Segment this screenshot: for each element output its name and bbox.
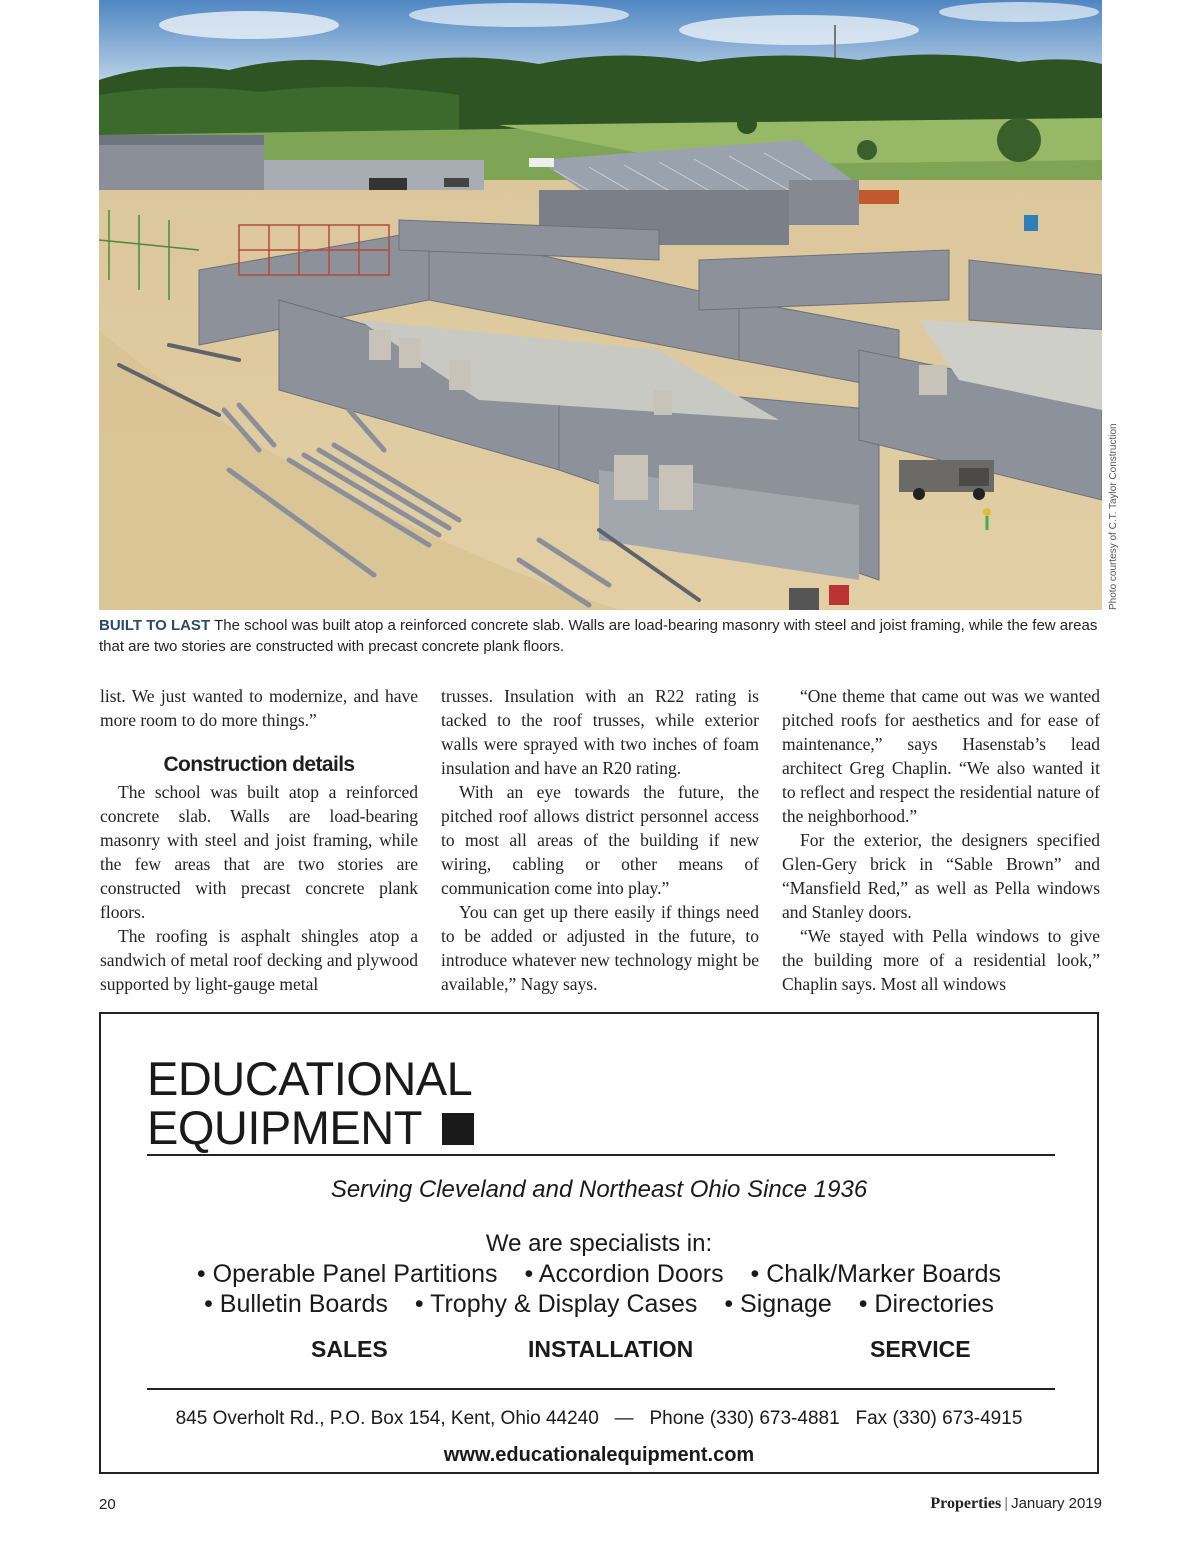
ad-brand-logo <box>147 1054 474 1152</box>
paragraph: trusses. Insulation with an R22 rating is tacked to the roof trusses, while exterior walls were sprayed with two inches of foam insulation and have an R20 rating. <box>441 686 759 778</box>
issue-date: January 2019 <box>1011 1495 1102 1512</box>
article-column-1 <box>100 684 418 996</box>
service-item: • Operable Panel Partitions <box>196 1260 498 1288</box>
ad-sales-label: SALES <box>311 1336 388 1362</box>
ad-service-label: SERVICE <box>870 1336 971 1362</box>
caption-lead: BUILT TO LAST <box>99 617 211 634</box>
section-heading: Construction details <box>163 753 355 776</box>
ad-specialists-heading: We are specialists in: <box>485 1230 713 1257</box>
paragraph: The school was built atop a reinforced concrete slab. Walls are load-bearing masonry with steel and joist framing, while the few areas that are two stories are constructed with precast concrete plank floors. <box>100 782 418 922</box>
magazine-name: Properties <box>930 1495 1002 1512</box>
divider <box>147 1388 1055 1390</box>
service-item: • Signage <box>724 1290 832 1318</box>
paragraph: “We stayed with Pella windows to give the building more of a residential look,” Chaplin says. Most all windows <box>782 926 1100 994</box>
ad-tagline: Serving Cleveland and Northeast Ohio Since 1936 <box>330 1176 868 1203</box>
service-item: • Bulletin Boards <box>204 1290 388 1318</box>
footer-separator: | <box>1004 1495 1009 1512</box>
paragraph: For the exterior, the designers specified Glen-Gery brick in “Sable Brown” and “Mansfield Red,” as well as Pella windows and Stanley doors. <box>782 830 1100 922</box>
brand-line-2: EQUIPMENT <box>147 1101 422 1154</box>
divider <box>147 1154 1055 1156</box>
ad-services-list-row-1 <box>101 1260 1097 1289</box>
service-item: • Accordion Doors <box>524 1260 724 1288</box>
article-column-3 <box>782 684 1100 996</box>
photo-credit: Photo courtesy of C.T. Taylor Construction <box>1108 423 1119 610</box>
ad-phone: Phone (330) 673-4881 <box>649 1408 840 1429</box>
paragraph: You can get up there easily if things need to be added or adjusted in the future, to introduce whatever new technology might be available,” Nagy says. <box>441 902 759 994</box>
caption-text: The school was built atop a reinforced concrete slab. Walls are load-bearing masonry with steel and joist framing, while the few areas that are two stories are constructed with precast concrete plank floors. <box>99 617 1098 655</box>
running-footer <box>930 1495 1102 1513</box>
ad-contact-line <box>101 1408 1097 1430</box>
service-item: • Trophy & Display Cases <box>414 1290 698 1318</box>
ad-address: 845 Overholt Rd., P.O. Box 154, Kent, Ohio 44240 <box>175 1408 599 1429</box>
construction-photo <box>99 0 1102 610</box>
ad-fax: Fax (330) 673-4915 <box>855 1408 1023 1429</box>
ad-website-link[interactable]: www.educationalequipment.com <box>443 1444 755 1466</box>
service-item: • Chalk/Marker Boards <box>750 1260 1002 1288</box>
brand-line-1: EDUCATIONAL <box>147 1052 473 1105</box>
page-number: 20 <box>99 1496 116 1513</box>
square-logo-icon <box>442 1113 474 1145</box>
service-item: • Directories <box>858 1290 994 1318</box>
ad-services-list-row-2 <box>101 1290 1097 1319</box>
paragraph: “One theme that came out was we wanted pitched roofs for aesthetics and for ease of maintenance,” says Hasenstab’s lead architect Greg Chaplin. “We also wanted it to reflect and respect the residential nature of the neighborhood.” <box>782 686 1100 826</box>
paragraph: With an eye towards the future, the pitched roof allows district personnel access to most all areas of the building if new wiring, cabling or other means of communication come into play.” <box>441 782 759 898</box>
photo-caption <box>99 615 1102 657</box>
educational-equipment-ad <box>99 1012 1099 1474</box>
ad-installation-label: INSTALLATION <box>528 1336 694 1362</box>
ad-dash: — <box>614 1408 634 1429</box>
article-column-2 <box>441 684 759 996</box>
paragraph: list. We just wanted to modernize, and have more room to do more things.” <box>100 686 418 730</box>
paragraph: The roofing is asphalt shingles atop a sandwich of metal roof decking and plywood supported by light-gauge metal <box>100 926 418 994</box>
